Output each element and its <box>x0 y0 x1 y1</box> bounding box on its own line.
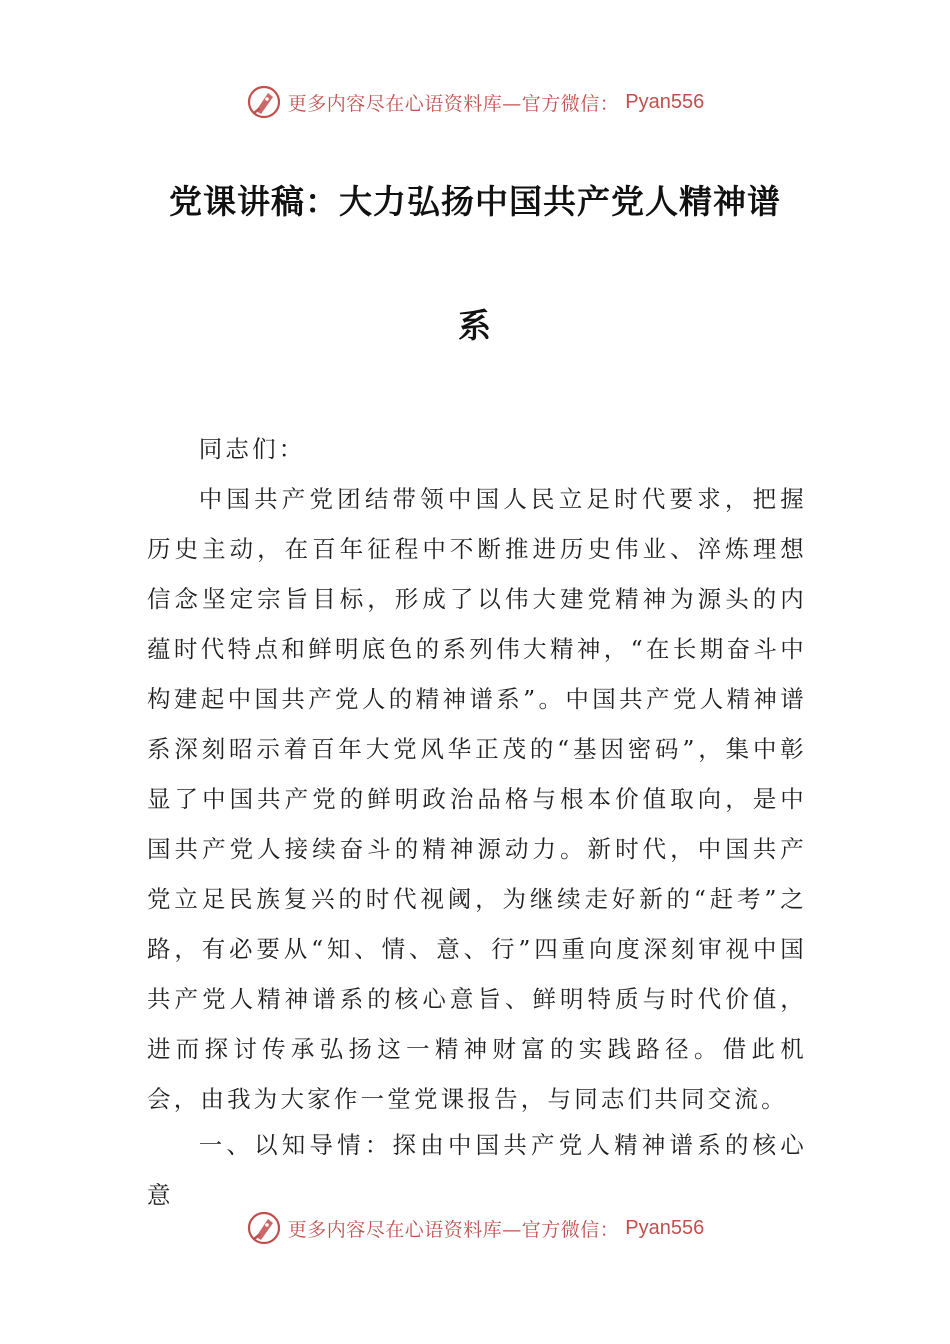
main-paragraph-block <box>147 474 807 1124</box>
pen-nib-logo-icon <box>246 1210 282 1246</box>
salutation-block <box>147 424 807 474</box>
watermark-footer <box>0 1208 950 1248</box>
salutation-text: 同志们： <box>198 435 306 463</box>
document-title-line2: 系 <box>458 306 492 345</box>
section-heading: 一、以知导情：探由中国共产党人精神谱系的核心意 <box>147 1131 807 1209</box>
watermark-account-text: Pyan556 <box>625 90 705 113</box>
watermark-brand-text: 更多内容尽在心语资料库—官方微信： <box>287 92 620 115</box>
watermark-account-text: Pyan556 <box>625 1216 705 1239</box>
pen-nib-logo-icon <box>246 84 282 120</box>
watermark-header <box>0 82 950 122</box>
section-heading-block <box>147 1120 807 1220</box>
watermark-brand-text: 更多内容尽在心语资料库—官方微信： <box>287 1218 620 1241</box>
document-title-line1: 党课讲稿：大力弘扬中国共产党人精神谱 <box>169 182 781 221</box>
body-paragraph: 中国共产党团结带领中国人民立足时代要求，把握历史主动，在百年征程中不断推进历史伟业、淬炼理想信念坚定宗旨目标，形成了以伟大建党精神为源头的内蕴时代特点和鲜明底色的系列伟大精神，“在长期奋斗中构建起中国共产党人的精神谱系”。中国共产党人精神谱系深刻昭示着百年大党风华正茂的“基因密码”，集中彰显了中国共产党的鲜明政治品格与根本价值取向，是中国共产党人接续奋斗的精神源动力。新时代，中国共产党立足民族复兴的时代视阈，为继续走好新的“赶考”之路，有必要从“知、情、意、行”四重向度深刻审视中国共产党人精神谱系的核心意旨、鲜明特质与时代价值，进而探讨传承弘扬这一精神财富的实践路径。借此机会，由我为大家作一堂党课报告，与同志们共同交流。 <box>147 485 807 1113</box>
